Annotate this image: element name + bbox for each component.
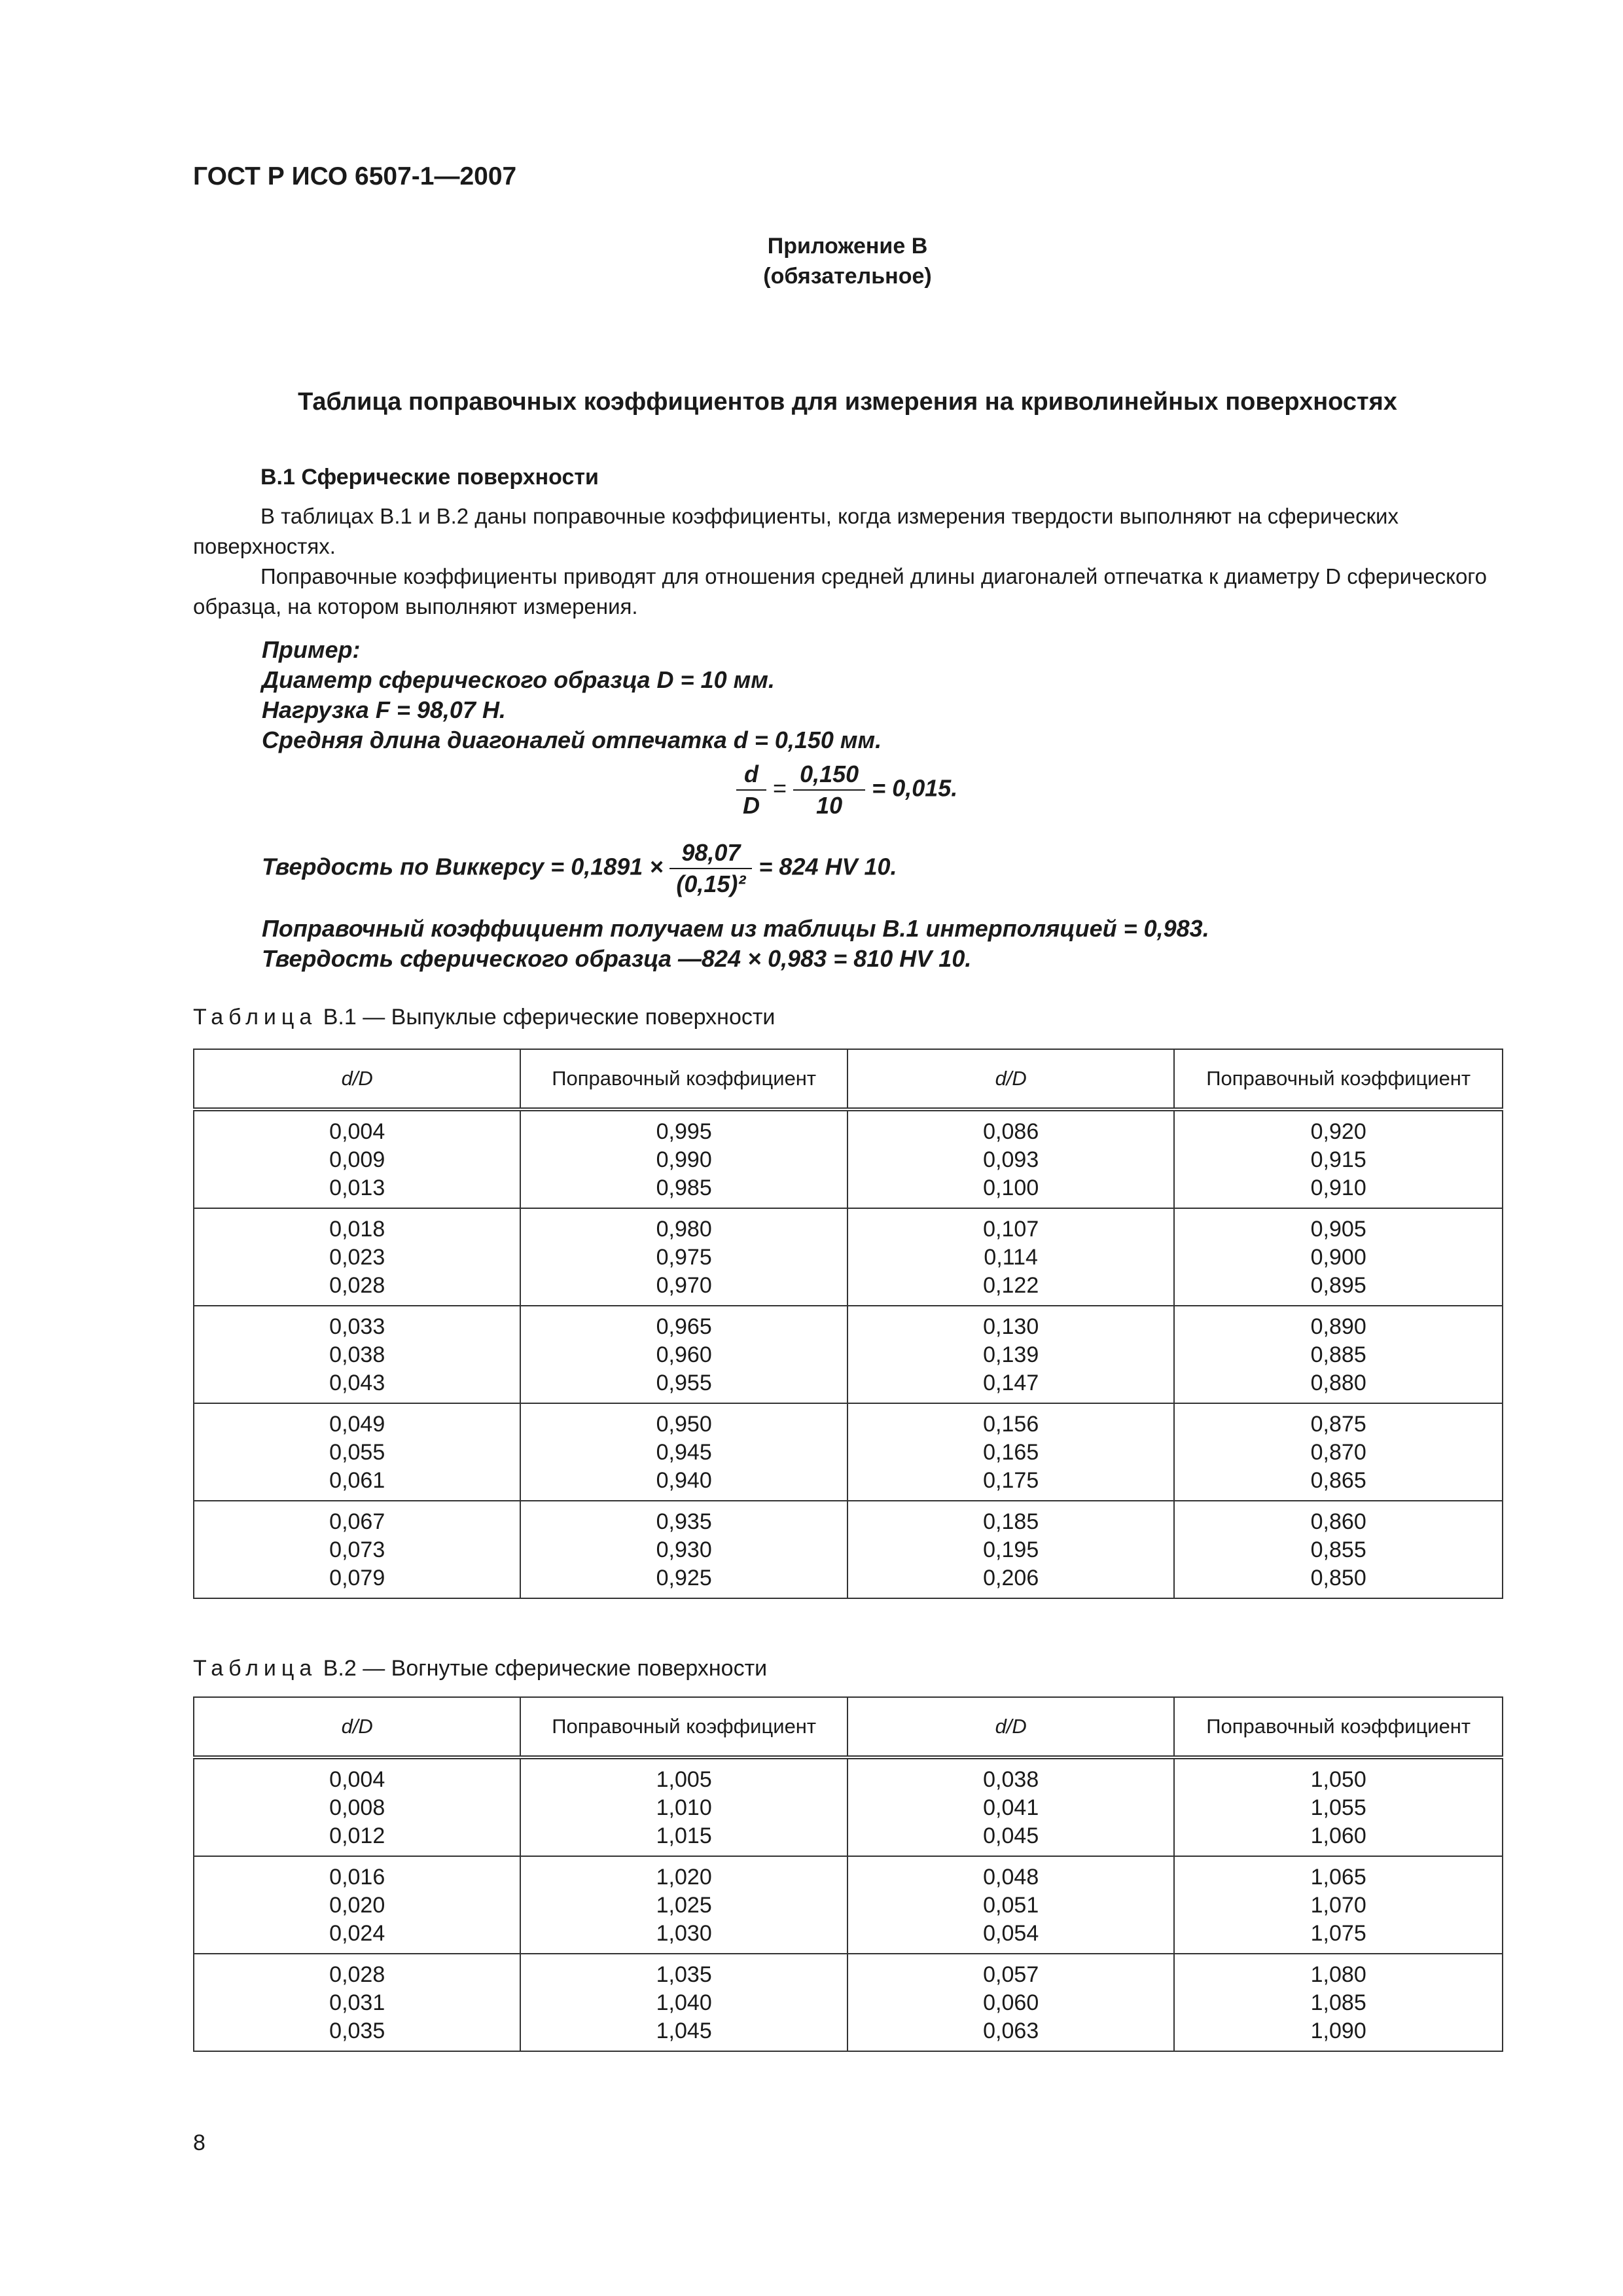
cell-value: 1,090 — [1310, 2018, 1366, 2043]
table-row — [194, 1954, 1503, 2051]
example-correction: Поправочный коэффициент получаем из таблицы В.1 интерполяцией = 0,983. — [262, 915, 1209, 942]
table-cell — [1174, 1501, 1503, 1598]
table-row — [194, 1757, 1503, 1856]
column-header-coefficient: Поправочный коэффициент — [520, 1049, 847, 1109]
cell-value: 0,114 — [984, 1245, 1038, 1270]
cell-value: 0,048 — [983, 1865, 1039, 1890]
fraction-denominator: (0,15)² — [676, 870, 746, 897]
table-cell — [1174, 1954, 1503, 2051]
cell-value: 0,900 — [1310, 1245, 1366, 1270]
example-diagonal: Средняя длина диагоналей отпечатка d = 0,150 мм. — [262, 726, 882, 753]
table-cell — [520, 1954, 847, 2051]
main-title: Таблица поправочных коэффициентов для измерения на криволинейных поверхностях — [298, 388, 1397, 416]
cell-value: 0,079 — [329, 1566, 385, 1590]
cell-value: 0,870 — [1310, 1440, 1366, 1465]
cell-value: 0,122 — [983, 1273, 1039, 1298]
cell-value: 0,051 — [983, 1893, 1039, 1918]
equals-sign: = — [773, 774, 787, 802]
cell-value: 0,850 — [1310, 1566, 1366, 1590]
cell-value: 0,185 — [983, 1509, 1039, 1534]
cell-value: 0,940 — [656, 1468, 712, 1493]
cell-value: 0,041 — [983, 1795, 1039, 1820]
cell-value: 0,880 — [1310, 1371, 1366, 1395]
cell-value: 0,860 — [1310, 1509, 1366, 1534]
fraction-numerator: 0,150 — [793, 761, 865, 791]
cell-value: 0,885 — [1310, 1342, 1366, 1367]
cell-value: 0,013 — [329, 1175, 385, 1200]
cell-value: 0,975 — [656, 1245, 712, 1270]
table-cell — [194, 1501, 520, 1598]
table-cell — [1174, 1306, 1503, 1403]
cell-value: 0,004 — [329, 1119, 385, 1144]
cell-value: 1,015 — [656, 1823, 712, 1848]
cell-value: 0,945 — [656, 1440, 712, 1465]
table-cell — [1174, 1208, 1503, 1306]
cell-value: 1,070 — [1310, 1893, 1366, 1918]
cell-value: 1,010 — [656, 1795, 712, 1820]
annex-title: Приложение В — [767, 234, 928, 259]
section-paragraph-1: В таблицах В.1 и В.2 даны поправочные коэффициенты, когда измерения твердости выполняют на сферических поверхностях. — [193, 504, 1399, 558]
table-header-row — [194, 1049, 1503, 1109]
cell-value: 1,080 — [1310, 1962, 1366, 1987]
table-cell — [194, 1954, 520, 2051]
cell-value: 0,031 — [329, 1990, 385, 2015]
cell-value: 1,050 — [1310, 1767, 1366, 1792]
cell-value: 0,020 — [329, 1893, 385, 1918]
example-load: Нагрузка F = 98,07 Н. — [262, 696, 506, 723]
table-cell — [520, 1109, 847, 1208]
table-cell — [520, 1306, 847, 1403]
cell-value: 0,060 — [983, 1990, 1039, 2015]
cell-value: 0,033 — [329, 1314, 385, 1339]
table-cell — [194, 1403, 520, 1501]
cell-value: 0,016 — [329, 1865, 385, 1890]
cell-value: 1,065 — [1310, 1865, 1366, 1890]
cell-value: 0,905 — [1310, 1217, 1366, 1242]
table-1-caption — [193, 1005, 775, 1030]
cell-value: 0,970 — [656, 1273, 712, 1298]
cell-value: 0,156 — [983, 1412, 1039, 1437]
cell-value: 0,990 — [656, 1147, 712, 1172]
table-row — [194, 1208, 1503, 1306]
cell-value: 0,038 — [329, 1342, 385, 1367]
cell-value: 0,038 — [983, 1767, 1039, 1792]
cell-value: 0,995 — [656, 1119, 712, 1144]
table-cell — [194, 1757, 520, 1856]
table-convex-surfaces — [193, 1049, 1503, 1599]
table-cell — [194, 1109, 520, 1208]
cell-value: 0,100 — [983, 1175, 1039, 1200]
column-header-d-over-D: d/D — [194, 1697, 520, 1757]
cell-value: 0,960 — [656, 1342, 712, 1367]
cell-value: 0,890 — [1310, 1314, 1366, 1339]
cell-value: 0,045 — [983, 1823, 1039, 1848]
cell-value: 0,035 — [329, 2018, 385, 2043]
column-header-coefficient: Поправочный коэффициент — [520, 1697, 847, 1757]
formula-result: = 0,015. — [872, 774, 958, 802]
cell-value: 0,920 — [1310, 1119, 1366, 1144]
caption-text: В.1 — Выпуклые сферические поверхности — [317, 1005, 776, 1030]
cell-value: 1,045 — [656, 2018, 712, 2043]
cell-value: 0,057 — [983, 1962, 1039, 1987]
fraction-numerator: 98,07 — [669, 839, 752, 869]
cell-value: 0,009 — [329, 1147, 385, 1172]
cell-value: 1,060 — [1310, 1823, 1366, 1848]
table-row — [194, 1403, 1503, 1501]
cell-value: 0,147 — [983, 1371, 1039, 1395]
column-header-d-over-D: d/D — [847, 1049, 1174, 1109]
table-cell — [194, 1856, 520, 1954]
cell-value: 0,023 — [329, 1245, 385, 1270]
fraction-load-over-diagonal — [669, 839, 752, 898]
cell-value: 0,054 — [983, 1921, 1039, 1946]
table-cell — [1174, 1757, 1503, 1856]
cell-value: 1,020 — [656, 1865, 712, 1890]
cell-value: 0,061 — [329, 1468, 385, 1493]
table-concave-surfaces — [193, 1696, 1503, 2052]
table-header-row — [194, 1697, 1503, 1757]
table-row — [194, 1109, 1503, 1208]
page-number: 8 — [193, 2130, 205, 2155]
cell-value: 0,043 — [329, 1371, 385, 1395]
table-cell — [1174, 1403, 1503, 1501]
fraction-values — [793, 761, 865, 819]
table-cell — [194, 1306, 520, 1403]
cell-value: 0,139 — [983, 1342, 1039, 1367]
cell-value: 0,206 — [983, 1566, 1039, 1590]
cell-value: 0,073 — [329, 1537, 385, 1562]
cell-value: 0,910 — [1310, 1175, 1366, 1200]
cell-value: 1,055 — [1310, 1795, 1366, 1820]
example-result: Твердость сферического образца —824 × 0,983 = 810 HV 10. — [262, 945, 972, 972]
cell-value: 0,028 — [329, 1273, 385, 1298]
cell-value: 0,195 — [983, 1537, 1039, 1562]
table-cell — [847, 1954, 1174, 2051]
column-header-coefficient: Поправочный коэффициент — [1174, 1697, 1503, 1757]
cell-value: 0,055 — [329, 1440, 385, 1465]
cell-value: 0,008 — [329, 1795, 385, 1820]
table-cell — [847, 1109, 1174, 1208]
table-cell — [1174, 1109, 1503, 1208]
fraction-d-over-D — [736, 761, 766, 819]
annex-status: (обязательное) — [763, 264, 932, 289]
table-cell — [520, 1501, 847, 1598]
cell-value: 0,855 — [1310, 1537, 1366, 1562]
cell-value: 0,107 — [983, 1217, 1039, 1242]
cell-value: 1,085 — [1310, 1990, 1366, 2015]
example-diameter: Диаметр сферического образца D = 10 мм. — [262, 666, 775, 693]
table-row — [194, 1856, 1503, 1954]
caption-word: Таблица — [193, 1005, 317, 1030]
fraction-denominator: D — [743, 792, 760, 819]
table-row — [194, 1306, 1503, 1403]
fraction-numerator: d — [736, 761, 766, 791]
cell-value: 1,005 — [656, 1767, 712, 1792]
cell-value: 0,018 — [329, 1217, 385, 1242]
cell-value: 0,915 — [1310, 1147, 1366, 1172]
cell-value: 0,024 — [329, 1921, 385, 1946]
table-cell — [194, 1208, 520, 1306]
caption-text: В.2 — Вогнутые сферические поверхности — [317, 1656, 768, 1681]
cell-value: 1,040 — [656, 1990, 712, 2015]
fraction-denominator: 10 — [816, 792, 843, 819]
formula-result: = 824 HV 10. — [758, 853, 897, 880]
table-cell — [847, 1757, 1174, 1856]
cell-value: 0,049 — [329, 1412, 385, 1437]
table-cell — [520, 1208, 847, 1306]
column-header-d-over-D: d/D — [847, 1697, 1174, 1757]
example-heading: Пример: — [262, 636, 361, 663]
cell-value: 0,067 — [329, 1509, 385, 1534]
cell-value: 0,930 — [656, 1537, 712, 1562]
cell-value: 0,165 — [983, 1440, 1039, 1465]
cell-value: 0,935 — [656, 1509, 712, 1534]
cell-value: 0,955 — [656, 1371, 712, 1395]
cell-value: 1,035 — [656, 1962, 712, 1987]
cell-value: 0,012 — [329, 1823, 385, 1848]
table-cell — [520, 1757, 847, 1856]
cell-value: 0,086 — [983, 1119, 1039, 1144]
table-cell — [520, 1856, 847, 1954]
table-cell — [847, 1856, 1174, 1954]
table-cell — [847, 1403, 1174, 1501]
section-heading: В.1 Сферические поверхности — [260, 465, 599, 490]
table-cell — [1174, 1856, 1503, 1954]
cell-value: 0,004 — [329, 1767, 385, 1792]
cell-value: 0,875 — [1310, 1412, 1366, 1437]
cell-value: 0,063 — [983, 2018, 1039, 2043]
cell-value: 0,130 — [983, 1314, 1039, 1339]
table-row — [194, 1501, 1503, 1598]
table-2-caption — [193, 1656, 767, 1681]
cell-value: 0,965 — [656, 1314, 712, 1339]
table-cell — [847, 1208, 1174, 1306]
ratio-formula — [736, 761, 957, 819]
vickers-formula — [262, 839, 897, 898]
cell-value: 0,028 — [329, 1962, 385, 1987]
cell-value: 0,950 — [656, 1412, 712, 1437]
column-header-coefficient: Поправочный коэффициент — [1174, 1049, 1503, 1109]
cell-value: 0,093 — [983, 1147, 1039, 1172]
cell-value: 1,030 — [656, 1921, 712, 1946]
cell-value: 0,175 — [983, 1468, 1039, 1493]
document-code: ГОСТ Р ИСО 6507-1—2007 — [193, 162, 517, 190]
cell-value: 1,075 — [1310, 1921, 1366, 1946]
column-header-d-over-D: d/D — [194, 1049, 520, 1109]
table-cell — [847, 1501, 1174, 1598]
caption-word: Таблица — [193, 1656, 317, 1681]
cell-value: 0,925 — [656, 1566, 712, 1590]
table-cell — [847, 1306, 1174, 1403]
table-cell — [520, 1403, 847, 1501]
cell-value: 0,980 — [656, 1217, 712, 1242]
section-paragraph-2: Поправочные коэффициенты приводят для отношения средней длины диагоналей отпечатка к диаметру D сферического образца, на котором выполняют измерения. — [193, 564, 1487, 619]
cell-value: 0,985 — [656, 1175, 712, 1200]
formula-lead: Твердость по Виккерсу = 0,1891 × — [262, 853, 664, 880]
cell-value: 0,865 — [1310, 1468, 1366, 1493]
cell-value: 1,025 — [656, 1893, 712, 1918]
cell-value: 0,895 — [1310, 1273, 1366, 1298]
